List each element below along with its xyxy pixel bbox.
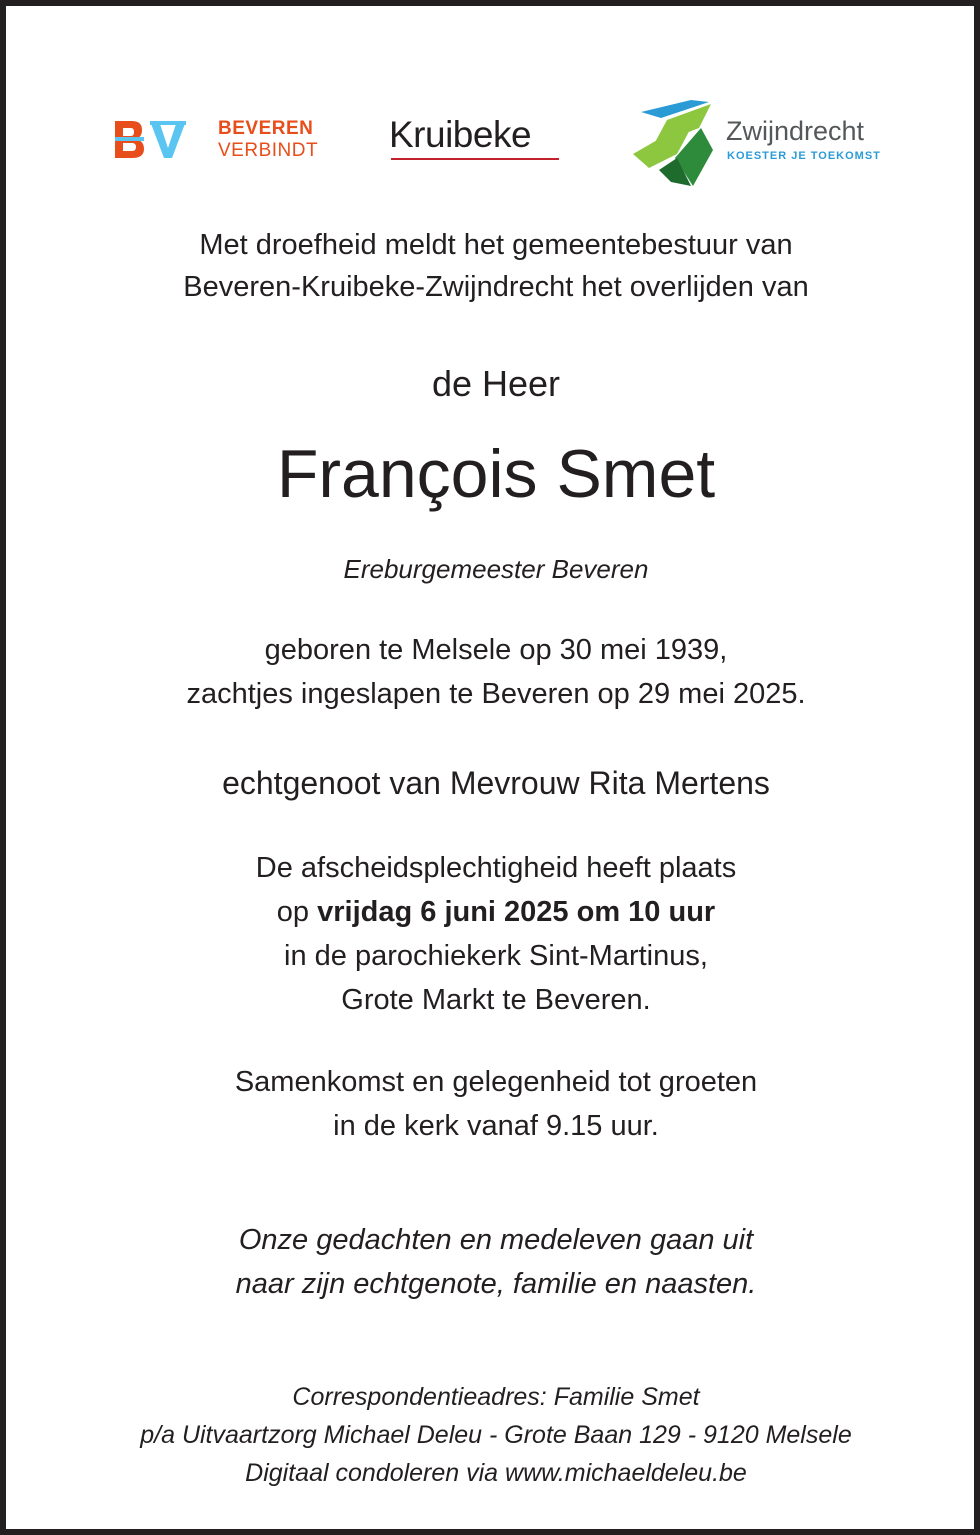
gathering-info: [6, 1060, 980, 1148]
kruibeke-underline: [391, 158, 559, 160]
zwijndrecht-mark-icon: [631, 98, 721, 188]
footer-line-1: Correspondentieadres: Familie Smet: [292, 1383, 700, 1411]
correspondence-footer: [6, 1378, 980, 1492]
ceremony-line-1: De afscheidsplechtigheid heeft plaats: [255, 852, 737, 884]
kruibeke-wordmark: Kruibeke: [389, 114, 532, 155]
intro-line-1: Met droefheid meldt het gemeentebestuur van: [199, 229, 793, 261]
beveren-line2: VERBINDT: [218, 140, 319, 161]
zwijndrecht-logo: [631, 98, 891, 188]
beveren-line1: BEVEREN: [218, 118, 314, 139]
condolence-line-1: Onze gedachten en medeleven gaan uit: [238, 1224, 754, 1256]
life-dates: [6, 628, 980, 716]
deceased-title: Ereburgemeester Beveren: [343, 554, 649, 584]
gathering-line-1: Samenkomst en gelegenheid tot groeten: [234, 1066, 758, 1098]
kruibeke-logo: [389, 114, 561, 162]
condolence-message: [6, 1218, 980, 1306]
beveren-logo: [112, 118, 327, 168]
gathering-line-2: in de kerk vanaf 9.15 uur.: [333, 1110, 659, 1142]
ceremony-datetime: vrijdag 6 juni 2025 om 10 uur: [317, 896, 716, 928]
birth-line: geboren te Melsele op 30 mei 1939,: [264, 634, 728, 666]
logo-bar: [6, 86, 980, 196]
ceremony-line-2: [6, 890, 980, 934]
intro-line-2: Beveren-Kruibeke-Zwijndrecht het overlijden van: [183, 271, 809, 303]
ceremony-prefix: op: [276, 896, 318, 928]
zwijndrecht-tagline: KOESTER JE TOEKOMST: [727, 150, 881, 162]
ceremony-line-4: Grote Markt te Beveren.: [341, 984, 651, 1016]
ceremony-line-3: in de parochiekerk Sint-Martinus,: [284, 940, 708, 972]
deceased-name: François Smet: [276, 436, 716, 512]
spouse-line: echtgenoot van Mevrouw Rita Mertens: [222, 765, 770, 801]
honorific: de Heer: [431, 363, 561, 404]
ceremony-info: [6, 846, 980, 1022]
beveren-wordmark: [218, 118, 318, 162]
intro-text: [6, 224, 980, 308]
bv-mark-icon: [112, 118, 192, 168]
zwijndrecht-wordmark: Zwijndrecht: [726, 116, 865, 146]
condolence-line-2: naar zijn echtgenote, familie en naasten.: [235, 1268, 757, 1300]
death-line: zachtjes ingeslapen te Beveren op 29 mei 2025.: [186, 678, 806, 710]
footer-address: p/a Uitvaartzorg Michael Deleu - Grote Baan 129 - 9120 Melsele: [140, 1421, 852, 1449]
footer-website: Digitaal condoleren via www.michaeldeleu.be: [245, 1459, 747, 1487]
